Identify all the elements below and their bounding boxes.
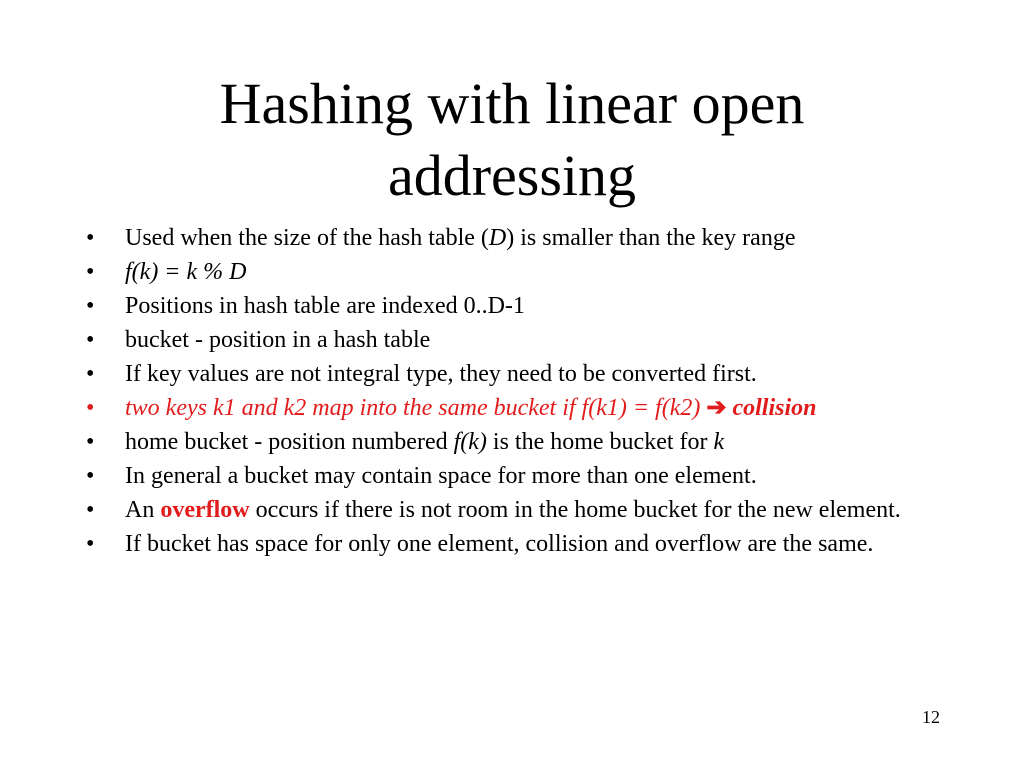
bullet-list (86, 223, 946, 563)
bullet-dot: • (86, 429, 95, 455)
bullet-dot: • (86, 497, 95, 523)
bullet-item (86, 223, 946, 253)
title-line-2: addressing (387, 143, 637, 208)
bullet-text-italic: f(k) (453, 429, 487, 455)
bullet-dot: • (86, 395, 95, 421)
bullet-text: Positions in hash table are indexed 0..D-1 (125, 293, 525, 319)
bullet-item (86, 529, 946, 559)
bullet-dot: • (86, 293, 95, 319)
bullet-text: home bucket - position numbered (125, 429, 454, 455)
bullet-text-emphasis: collision (732, 395, 817, 421)
bullet-item (86, 359, 946, 389)
arrow-icon: ➔ (706, 395, 727, 421)
bullet-text-emphasis: overflow (160, 497, 250, 523)
bullet-item (86, 495, 946, 525)
bullet-text: If key values are not integral type, they need to be converted first. (125, 361, 757, 387)
bullet-dot: • (86, 259, 95, 285)
bullet-item (86, 427, 946, 457)
bullet-text: In general a bucket may contain space for more than one element. (125, 463, 757, 489)
slide-title (60, 68, 964, 212)
bullet-item (86, 325, 946, 355)
bullet-text: is the home bucket for (486, 429, 714, 455)
bullet-item (86, 461, 946, 491)
bullet-item (86, 257, 946, 287)
bullet-text: An (125, 497, 161, 523)
bullet-text: Used when the size of the hash table ( (125, 225, 489, 251)
bullet-text: occurs if there is not room in the home bucket for the new element. (249, 497, 901, 523)
bullet-text: bucket - position in a hash table (125, 327, 431, 353)
bullet-text-formula: f(k) = k % D (125, 259, 247, 285)
bullet-item (86, 291, 946, 321)
bullet-text: ) is smaller than the key range (506, 225, 796, 251)
bullet-dot: • (86, 225, 95, 251)
bullet-dot: • (86, 327, 95, 353)
bullet-dot: • (86, 531, 95, 557)
title-line-1: Hashing with linear open (219, 71, 805, 136)
bullet-dot: • (86, 463, 95, 489)
bullet-text-italic: two keys k1 and k2 map into the same bucket if f(k1) = f(k2) (125, 395, 707, 421)
bullet-text-italic: D (488, 225, 507, 251)
page-number: 12 (922, 707, 940, 727)
bullet-text: If bucket has space for only one element, collision and overflow are the same. (125, 531, 874, 557)
bullet-dot: • (86, 361, 95, 387)
bullet-item-highlight (86, 393, 946, 423)
bullet-text-italic: k (713, 429, 725, 455)
